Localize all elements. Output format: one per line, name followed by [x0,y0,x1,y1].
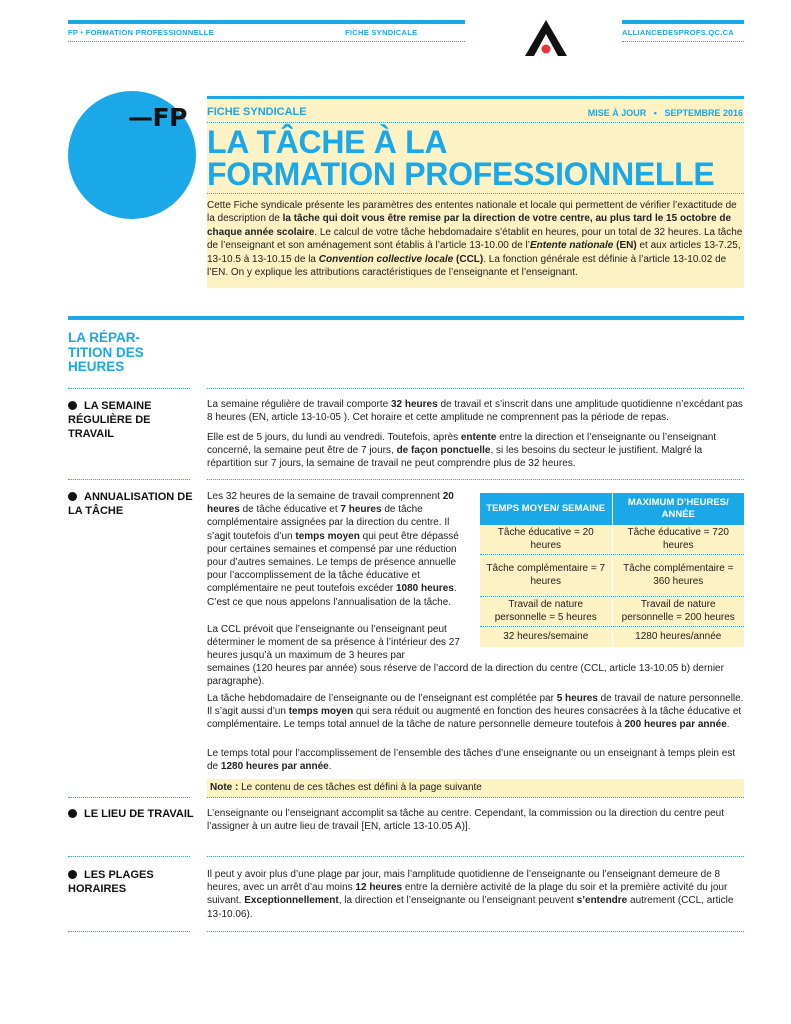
table-row [480,597,744,627]
annualisation-paragraph-4: Le temps total pour l’accomplissement de l’ensemble des tâches d’une enseignante ou un enseignant à temps plein est de 1280 heures par année. [207,748,736,773]
bullet-icon [68,809,77,818]
table-cell: Travail de nature personnelle = 5 heures [480,597,612,627]
item-divider [207,797,744,798]
plages-paragraph: Il peut y avoir plus d’une plage par jour, mais l’amplitude quotidienne de l’enseignante ou l’enseignant demeure de 8 heures, avec un arrêt d’au moins 12 heures entre la dernière activité de la plage du soir et la première activité du jour suivant. Exceptionnellement, la direction et l’enseignante ou l’enseignant peuvent s’entendre autrement (CCL, article 13-10.06). [207,869,734,920]
section-heading-divider [68,388,190,389]
semaine-paragraph-1: La semaine régulière de travail comporte 32 heures de travail et s’inscrit dans une amplitude quotidienne n’excédant pas 8 heures (EN, article 13-10-05 ). Cet horaire et cette amplitude ne comprennent pas la période de repas. [207,399,743,424]
table-cell: Travail de nature personnelle = 200 heures [612,597,744,627]
page-title-line-1: LA TÂCHE À LA [207,124,448,160]
alliance-logo-icon [523,18,569,58]
table-cell: 32 heures/semaine [480,627,612,647]
annualisation-paragraph-1: Les 32 heures de la semaine de travail comprennent 20 heures de tâche éducative et 7 heures de tâche complémentaire assignées par la direction du centre. Il s’agit toutefois d’un temps moyen qui peut être dépassé pour certaines semaines et compensé par une réduction pour d’autres semaines. Le temps de présence annuelle pour l’accomplissement de la tâche éducative et complémentaire ne peut toutefois excéder 1080 heures. C’est ce que nous appelons l’annualisation de la tâche. [207,491,459,608]
intro-paragraph: Cette Fiche syndicale présente les paramètres des ententes nationale et locale qui permettent de vérifier l’exactitude de la description de la tâche qui doit vous être remise par la direction de votre centre, au plus tard le 15 octobre de chaque année scolaire. Le calcul de votre tâche hebdomadaire s’établit en heures, pour un total de 32 heures. La tâche de l’enseignant et son aménagement sont établis à l’article 13-10.00 de l’Entente nationale (EN) et aux articles 13-7.25, 13-10.5 à 13-10.15 de la Convention collective locale (CCL). La fonction générale est définie à l’article 13-10.02 de l’EN. On y explique les attributions caractéristiques de l’enseignante et l’enseignant. [207,200,743,279]
table-row [480,555,744,597]
header-section-label: FP • FORMATION PROFESSIONNELLE [68,28,214,37]
hours-table [480,493,744,647]
page-title [207,126,744,190]
item-divider [68,856,190,857]
item-divider [207,388,744,389]
item-divider [68,479,190,480]
annualisation-paragraph-2b: semaines (120 heures par année) sous réserve de l’accord de la direction du centre (CCL, article 13-10.05 b) dernier paragraphe). [207,663,724,688]
item-label-lieu: LE LIEU DE TRAVAIL [68,807,194,821]
table-cell: Tâche complémentaire = 360 heures [612,555,744,597]
item-label-annualisation: ANNUALISATION DE LA TÂCHE [68,491,193,517]
table-row [480,627,744,647]
title-divider-top [207,122,744,123]
item-label-semaine: LA SEMAINE RÉGULIÈRE DE TRAVAIL [68,400,152,440]
bullet-icon [68,870,77,879]
semaine-paragraph-2: Elle est de 5 jours, du lundi au vendredi. Toutefois, après entente entre la direction et l’enseignante ou l’enseignant concerné, la semaine peut être de 7 jours, de façon ponctuelle, si les besoins du secteur le justifient. Malgré la répartition sur 7 jours, la semaine de travail ne peut comprendre plus de 32 heures. [207,432,717,470]
title-block-rule [207,96,744,99]
table-cell: 1280 heures/année [612,627,744,647]
fp-badge-text: —FP [128,103,187,132]
title-divider-bottom [207,193,744,194]
item-divider [207,479,744,480]
note-box: Note : Le contenu de ces tâches est défini à la page suivante [207,779,744,797]
header-website-link[interactable]: ALLIANCEDESPROFS.QC.CA [622,28,735,37]
table-cell: Tâche complémentaire = 7 heures [480,555,612,597]
annualisation-paragraph-3: La tâche hebdomadaire de l’enseignante ou de l’enseignant est complétée par 5 heures de travail de nature personnelle. Il s’agit aussi d’un temps moyen qui sera réduit ou augmenté en fonction des heures consacrées à la tâche éducative et complémentaire. Le temps total annuel de la tâche de nature personnelle demeure toutefois à 200 heures par année. [207,693,744,731]
item-divider [207,856,744,857]
page-title-line-2: FORMATION PROFESSIONNELLE [207,156,715,192]
item-label-plages: LES PLAGES HORAIRES [68,869,154,895]
annualisation-paragraph-2a: La CCL prévoit que l’enseignante ou l’enseignant peut déterminer le moment de sa présence à l’intérieur des 27 heures jusqu’à un maximum de 3 heures par [207,624,460,662]
section-heading: LA RÉPAR-TITION DES HEURES [68,330,144,374]
item-divider [68,797,190,798]
header-doc-type: FICHE SYNDICALE [345,28,418,37]
item-divider [207,931,744,932]
bullet-icon [68,401,77,410]
fiche-label: FICHE SYNDICALE [207,106,307,118]
item-divider [68,931,190,932]
section-rule [68,316,744,320]
table-row [480,525,744,555]
table-cell: Tâche éducative = 720 heures [612,525,744,555]
lieu-paragraph: L’enseignante ou l’enseignant accomplit sa tâche au centre. Cependant, la commission ou la direction du centre peut l’assigner à un autre lieu de travail [EN, article 13-10.05 A)]. [207,808,724,833]
update-date: MISE À JOUR • SEPTEMBRE 2016 [587,108,743,118]
table-cell: Tâche éducative = 20 heures [480,525,612,555]
table-header-weekly: TEMPS MOYEN/ SEMAINE [480,493,612,525]
table-header-yearly: MAXIMUM D’HEURES/ ANNÉE [612,493,744,525]
bullet-icon [68,492,77,501]
